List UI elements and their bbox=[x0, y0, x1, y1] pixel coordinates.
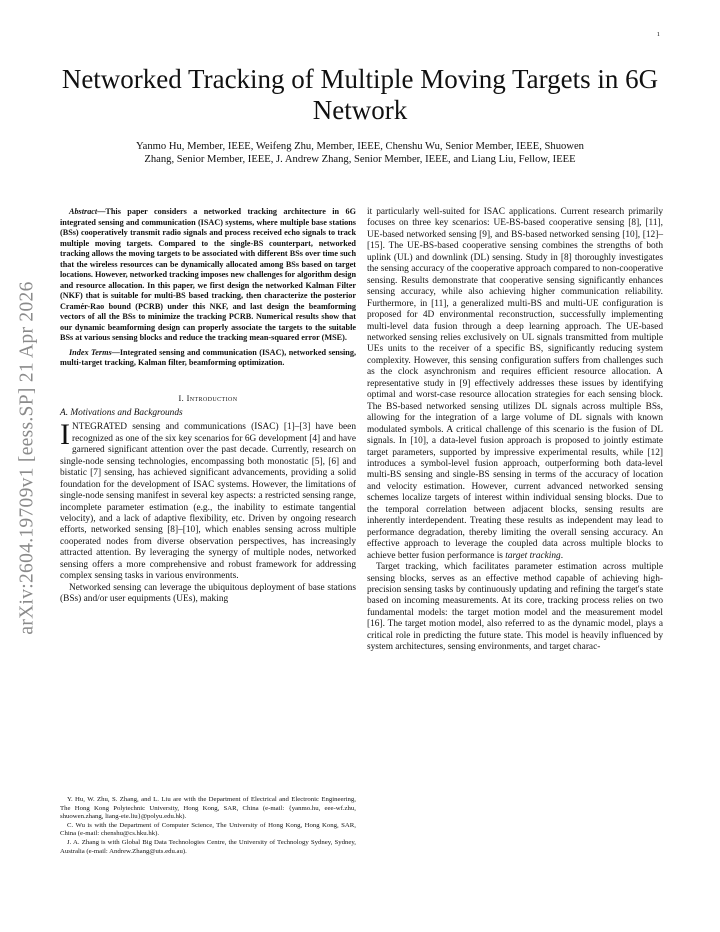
abstract-label: Abstract bbox=[69, 207, 98, 216]
footnote-affiliation-2: C. Wu is with the Department of Computer Science, The University of Hong Kong, Hong Kong, SAR, China (e-mail: chenshu@cs.hku.hk). bbox=[60, 821, 356, 838]
intro-paragraph-1 bbox=[60, 418, 356, 582]
arxiv-identifier: arXiv:2604.19709v1 [eess.SP] 21 Apr 2026 bbox=[17, 281, 39, 635]
author-line-2: Zhang, Senior Member, IEEE, J. Andrew Zhang, Senior Member, IEEE, and Liang Liu, Fellow, IEEE bbox=[144, 154, 576, 165]
footnote-affiliation-1: Y. Hu, W. Zhu, S. Zhang, and L. Liu are with the Department of Electrical and Electronic Engineering, The Hong Kong Polytechnic University, Hong Kong, SAR, China (e-mail: {yanmo.hu, eee-wf.zhu, shuowen.zhang, liang-eie.liu}@polyu.edu.hk). bbox=[60, 796, 356, 821]
page-number: 1 bbox=[656, 31, 660, 38]
footnotes bbox=[60, 796, 356, 856]
left-column bbox=[60, 207, 356, 606]
index-terms bbox=[60, 348, 356, 369]
right-column bbox=[367, 207, 663, 654]
right-paragraph-1-text: it particularly well-suited for ISAC applications. Current research primarily focuses on three key scenarios: UE-BS-based cooperative sensing [8], [11], UE-based networked sensing [9], and BS-based networked sensing [10], [12]–[15]. The UE-BS-based cooperative sensing combines the strengths of both uplink (UL) and downlink (DL) sensing. Study in [8] thoroughly investigates the sensing accuracy of the cooperative approach compared to non-cooperative sensing. Results demonstrate that cooperative sensing significantly enhances sensing accuracy, while also achieving higher communication reliability. Furthermore, in [11], a generalized multi-BS and multi-UE configuration is proposed for 4D environmental reconstruction, successfully implementing multi-level data fusion through a deep learning approach. The UE-based networked sensing relies exclusively on UL signals transmitted from multiple UEs units to the receiver of a specific BS, significantly reducing system complexity. However, this sensing configuration suffers from challenges such as the clock asynchronism and requires efficient resource allocation. A representative study in [9] effectively addresses these issues by identifying optimal and worst-case resource allocation strategies for each sensing block. The BS-based networked sensing utilizes DL signals across multiple BSs, allowing for the integration of a large volume of DL signals with known modulated symbols. A critical challenge of this scenario is the fusion of DL signals. In [10], a data-level fusion approach is proposed to jointly estimate target parameters, supported by impressive experimental results, while [12] introduces a symbol-level fusion approach, outperforming both data-level multi-BS sensing and single-BS sensing in terms of the accuracy of location and velocity estimation. However, current advanced networked sensing schemes localize targets of interest within individual sensing blocks. Due to the temporal correlation between adjacent blocks, sensing results are inherently interdependent. Treating these results as independent may lead to performance degradation, thereby limiting the overall sensing accuracy. An effective approach to leverage the coupled data across multiple blocks to achieve better fusion performance is bbox=[367, 207, 663, 561]
index-terms-label: Index Terms bbox=[69, 347, 112, 357]
author-list bbox=[70, 140, 650, 166]
drop-cap: I bbox=[60, 418, 70, 452]
abstract-text: —This paper considers a networked tracking architecture in 6G integrated sensing and communication (ISAC) systems, where multiple base stations (BSs) cooperatively transmit radio signals and process received echo signals to track multiple moving targets. Compared to the single-BS counterpart, networked tracking allows the moving targets to be associated with different BSs over time such that the wireless resources can be dynamically allocated among BSs based on target locations. However, networked tracking imposes new challenges for algorithm design and resource allocation. In this paper, we first design the networked Kalman Filter (NKF) that is suitable for multi-BS based tracking, then characterize the posterior Cramér-Rao bound (PCRB) under this NKF, and last design the beamforming vectors of all the BSs to minimize the tracking PCRB. Numerical results show that our dynamic beamforming design can properly associate the targets to the suitable BSs at various sensing blocks and reduce the tracking mean-squared error (MSE). bbox=[60, 207, 356, 342]
intro-paragraph-1-text: NTEGRATED sensing and communications (ISAC) [1]–[3] have been recognized as one of the six key scenarios for 6G development [4] and have garnered significant attention over the past decade. Currently, research on single-node sensing technologies, encompassing both monostatic [5], [6] and bistatic [7] sensing, has achieved significant advancements, providing a solid foundation for the development of ISAC systems. However, the limitations of single-node sensing manifest in several key aspects: a restricted sensing range, incomplete parameter estimation (e.g., the inability to estimate tangential velocity), and a lack of adaptive flexibility, etc. Driven by ongoing research efforts, networked sensing [8]–[10], which enables sensing across multiple cooperated nodes from diverse observation perspectives, has increasingly attracted attention. By leveraging the synergy of multiple nodes, networked sensing offers a more comprehensive and robust framework for addressing complex sensing tasks in various environments. bbox=[60, 422, 356, 582]
section-heading-introduction: I. Introduction bbox=[178, 393, 238, 403]
right-paragraph-1 bbox=[367, 207, 663, 562]
emphasis-target-tracking: target tracking bbox=[505, 550, 561, 561]
abstract bbox=[60, 207, 356, 344]
right-paragraph-1-end: . bbox=[560, 550, 564, 561]
author-line-1: Yanmo Hu, Member, IEEE, Weifeng Zhu, Member, IEEE, Chenshu Wu, Senior Member, IEEE, Shuowen bbox=[136, 141, 584, 152]
footnote-affiliation-3: J. A. Zhang is with Global Big Data Technologies Centre, the University of Technology Sydney, Sydney, Australia (e-mail: Andrew.Zhang@uts.edu.au). bbox=[60, 838, 356, 855]
index-terms-text: —Integrated sensing and communication (ISAC), networked sensing, multi-target tracking, Kalman filter, beamforming optimization. bbox=[60, 347, 356, 367]
subsection-heading: A. Motivations and Backgrounds bbox=[60, 407, 183, 418]
right-paragraph-2: Target tracking, which facilitates parameter estimation across multiple sensing blocks, serves as an effective method capable of achieving high-precision sensing tasks by continuously updating and refining the target's state based on incoming measurements. At its core, tracking process relies on two fundamental models: the target motion model and the measurement model [16]. The target motion model, also referred to as the dynamic model, plays a critical role in predicting the future state. This model is heavily influenced by system architectures, sensing environments, and target charac- bbox=[367, 562, 663, 653]
intro-paragraph-2: Networked sensing can leverage the ubiquitous deployment of base stations (BSs) and/or user equipments (UEs), making bbox=[60, 582, 356, 605]
arxiv-identifier-sidebar bbox=[8, 248, 48, 668]
paper-title: Networked Tracking of Multiple Moving Targets in 6G Network bbox=[61, 64, 659, 125]
